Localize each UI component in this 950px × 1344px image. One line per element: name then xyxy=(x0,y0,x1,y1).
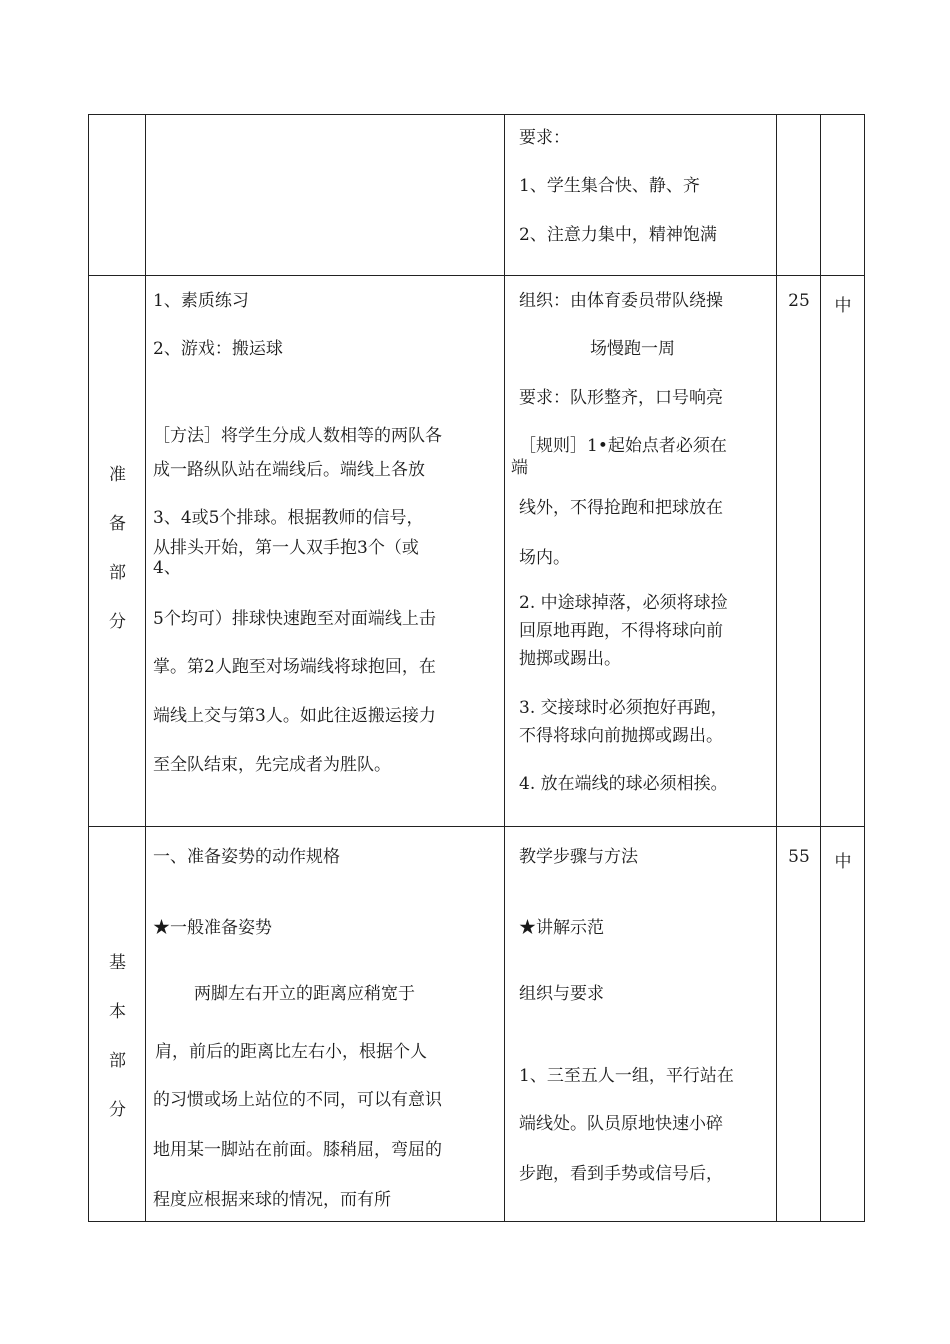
method-cell xyxy=(505,827,777,1222)
method-line: ［方法］将学生分成人数相等的两队各 xyxy=(153,426,442,446)
rule-line: 场内。 xyxy=(519,548,570,568)
method-line: 从排头开始，第一人双手抱3个（或 xyxy=(153,538,419,558)
heading-line: 组织与要求 xyxy=(519,984,604,1004)
requirement-item: 1、学生集合快、静、齐 xyxy=(519,176,700,196)
requirement-line: 要求：队形整齐，口号响亮 xyxy=(519,388,723,408)
heading-line: ★一般准备姿势 xyxy=(153,918,272,938)
item-line: 1、素质练习 xyxy=(153,291,249,311)
section-label-char: 分 xyxy=(109,612,126,632)
rule-line: 抛掷或踢出。 xyxy=(519,649,621,669)
time-cell xyxy=(777,827,821,1222)
heading-line: ★讲解示范 xyxy=(519,918,604,938)
section-label-char: 准 xyxy=(109,465,126,485)
section-cell xyxy=(89,827,146,1222)
section-label-char: 部 xyxy=(109,563,126,583)
method-cell xyxy=(505,276,777,827)
time-minutes: 55 xyxy=(788,847,810,867)
requirement-item: 2、注意力集中，精神饱满 xyxy=(519,225,717,245)
intensity-cell xyxy=(821,276,865,827)
section-cell xyxy=(89,115,146,276)
rule-line: ［规则］1•起始点者必须在 xyxy=(519,436,727,456)
section-label-char: 部 xyxy=(109,1051,126,1071)
method-line: 掌。第2人跑至对场端线将球抱回，在 xyxy=(153,657,436,677)
intensity-level: 中 xyxy=(834,296,852,316)
rule-line: 端 xyxy=(511,458,528,478)
method-line: 4、 xyxy=(153,558,181,578)
intensity-level: 中 xyxy=(834,852,852,872)
body-line: 程度应根据来球的情况，而有所 xyxy=(153,1190,391,1210)
rule-line: 3. 交接球时必须抱好再跑， xyxy=(519,698,728,718)
method-line: 3、4或5个排球。根据教师的信号， xyxy=(153,508,424,528)
intensity-cell xyxy=(821,115,865,276)
rule-line: 线外，不得抢跑和把球放在 xyxy=(519,498,723,518)
content-cell xyxy=(146,115,505,276)
content-cell xyxy=(146,276,505,827)
intensity-cell xyxy=(821,827,865,1222)
item-line: 2、游戏：搬运球 xyxy=(153,339,283,359)
body-line: 端线处。队员原地快速小碎 xyxy=(519,1114,723,1134)
organization-line: 组织：由体育委员带队绕操 xyxy=(519,291,723,311)
body-line: 两脚左右开立的距离应稍宽于 xyxy=(194,984,415,1004)
method-line: 端线上交与第3人。如此往返搬运接力 xyxy=(153,706,436,726)
rule-line: 不得将球向前抛掷或踢出。 xyxy=(519,726,723,746)
body-line: 步跑，看到手势或信号后， xyxy=(519,1164,723,1184)
table-row xyxy=(89,276,865,827)
content-cell xyxy=(146,827,505,1222)
body-line: 的习惯或场上站位的不同，可以有意识 xyxy=(153,1090,442,1110)
organization-line: 场慢跑一周 xyxy=(590,339,675,359)
body-line: 1、三至五人一组，平行站在 xyxy=(519,1066,734,1086)
rule-line: 2. 中途球掉落，必须将球捡 xyxy=(519,593,728,613)
method-line: 至全队结束，先完成者为胜队。 xyxy=(153,755,391,775)
body-line: 肩，前后的距离比左右小，根据个人 xyxy=(155,1042,427,1062)
rule-line: 回原地再跑，不得将球向前 xyxy=(519,621,723,641)
method-cell xyxy=(505,115,777,276)
rule-line: 4. 放在端线的球必须相挨。 xyxy=(519,774,728,794)
method-line: 5个均可）排球快速跑至对面端线上击 xyxy=(153,609,436,629)
table-row xyxy=(89,115,865,276)
time-cell xyxy=(777,276,821,827)
table-row xyxy=(89,827,865,1222)
section-label-char: 基 xyxy=(109,953,126,973)
lesson-plan-table xyxy=(88,114,865,1222)
method-line: 成一路纵队站在端线后。端线上各放 xyxy=(153,460,425,480)
body-line: 地用某一脚站在前面。膝稍屈，弯屈的 xyxy=(153,1140,442,1160)
section-label-char: 本 xyxy=(109,1002,126,1022)
heading-line: 一、准备姿势的动作规格 xyxy=(153,847,340,867)
section-label-char: 分 xyxy=(109,1100,126,1120)
time-minutes: 25 xyxy=(788,291,810,311)
heading-line: 教学步骤与方法 xyxy=(519,847,638,867)
section-label-char: 备 xyxy=(109,514,126,534)
section-cell xyxy=(89,276,146,827)
requirement-heading: 要求： xyxy=(519,128,570,148)
time-cell xyxy=(777,115,821,276)
